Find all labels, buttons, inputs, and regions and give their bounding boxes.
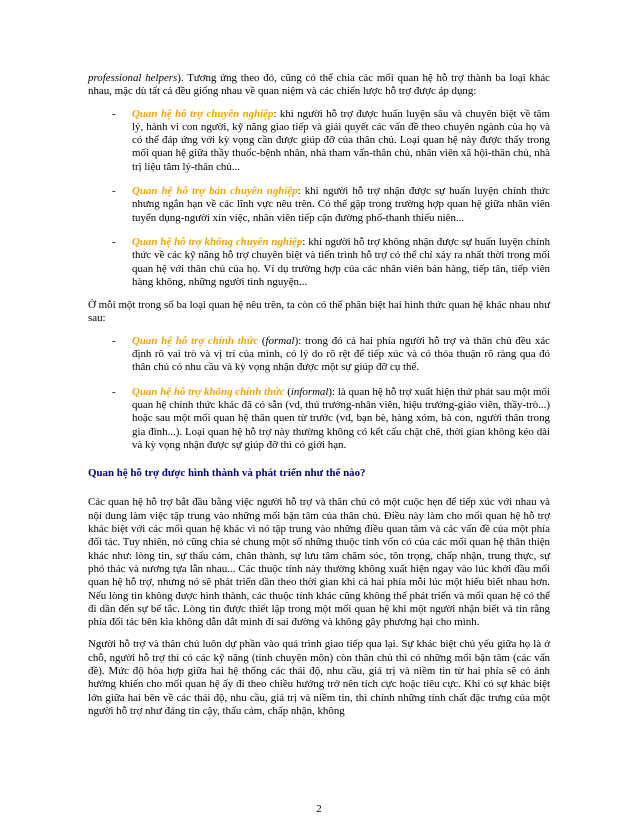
intro-text: ). Tương ứng theo đó, cũng có thể chia các mối quan hệ hỗ trợ thành ba loại khác nhau, mặc dù tất cả đều giống nhau về quan niệm và các chiến lược hỗ trợ được áp dụng: (88, 72, 550, 98)
list-dash: - (112, 235, 116, 248)
relationship-types-list (88, 108, 550, 290)
term-description: : khi người hỗ trợ không nhận được sự huấn luyện chính thức về các kỹ năng hỗ trợ chuyên biệt và tiến trình hỗ trợ có thể chỉ xảy ra nhất thời trong mối quan hệ với thân chủ của họ. Ví dụ trường hợp của các nhân viên bán hàng, tiếp tân, tiếp viên hàng không, những người tình nguyện... (132, 235, 551, 288)
list-dash: - (112, 334, 116, 347)
term-description: : khi người hỗ trợ được huấn luyện sâu và chuyên biệt về tâm lý, hành vi con người, kỹ năng giao tiếp và giải quyết các vấn đề theo chuyên ngành của họ và có thể đáp ứng với kỳ vọng cần được giúp đỡ của thân chủ. Loại quan hệ này được thấy trong mối quan hệ giữa thầy thuốc-bệnh nhân, nhà tham vấn-thân chủ, nhân viên xã hội-thân chủ, nhà trị liệu tâm lý-thân chủ... (132, 107, 550, 173)
term-description: ): trong đó cả hai phía người hỗ trợ và thân chủ đều xác định rõ vai trò và vị trí của mình, có lý do rõ rệt để tiếp xúc và có thỏa thuận rõ ràng qua đó thân chủ có nhu cầu và kỳ vọng nhận được một sự giúp đỡ cụ thể. (132, 334, 550, 374)
term-formal: Quan hệ hỗ trợ chính thức (132, 334, 259, 347)
term-non-professional: Quan hệ hỗ trợ không chuyên nghiệp (132, 235, 303, 248)
intro-italic-term: professional helpers (88, 72, 178, 84)
list-dash: - (112, 385, 116, 398)
term-semi-professional: Quan hệ hỗ trợ bán chuyên nghiệp (132, 185, 298, 198)
list-item (88, 108, 550, 174)
page-number: 2 (316, 803, 322, 815)
list-item (88, 386, 550, 452)
list-dash: - (112, 107, 116, 120)
term-english-formal: formal (265, 334, 295, 347)
term-informal: Quan hệ hỗ trợ không chính thức (132, 385, 285, 398)
list-item (88, 236, 550, 289)
relationship-forms-list (88, 335, 550, 452)
list-dash: - (112, 185, 116, 198)
paren-open: ( (284, 385, 291, 398)
term-description: ): là quan hệ hỗ trợ xuất hiện thứ phát sau một mối quan hệ chính thức khác đã có sẵn (vd, thủ trưởng-nhân viên, hiệu trưởng-giáo viên, thầy-trò...) hoặc sau một mối quan hệ thân quen từ trước (vd, bạn bè, hàng xóm, bà con, người thân trong gia đình...). Loại quan hệ hỗ trợ này thường không có kết cấu chặt chẽ, thời gian không kéo dài và kỳ vọng nhận được sự giúp đỡ thì có giới hạn. (132, 385, 550, 451)
page-content (88, 72, 550, 718)
body-paragraph: Các quan hệ hỗ trợ bắt đầu bằng việc người hỗ trợ và thân chủ có một cuộc hẹn để tiếp xúc với nhau và nội dung làm việc tập trung vào những mối bận tâm của thân chủ. Điều này làm cho mối quan hệ hỗ trợ khác biệt với các mối quan hệ khác vì nó tập trung vào những điều quan tâm và các vấn đề của một phía đối tác. Tuy nhiên, nó cũng chia sẻ chung một số những thuộc tính vốn có của các mối quan hệ thân thiện khác như: lòng tin, sự thấu cảm, chân thành, sự lưu tâm chăm sóc, tôn trọng, chấp nhận, trung thực, sự phó thác và nương tựa lẫn nhau... Các thuộc tính này thường không xuất hiện ngay vào lúc khởi đầu mối quan hệ hỗ trợ, nhưng nó sẽ phát triển dần theo thời gian khi cả hai phía mỗi lúc một hiểu biết nhau hơn. Nếu lòng tin không được hình thành, các thuộc tính khác cũng không thể phát triển và mối quan hệ có thể đi dần đến sự bế tắc. Lòng tin được thiết lập trong một mối quan hệ khi một người nhận biết và tin rằng phía đối tác bên kia không dẫn dắt mình đi sai đường và không gây phương hại cho mình. (88, 496, 550, 629)
paren-open: ( (258, 334, 266, 347)
list-item (88, 185, 550, 225)
forms-intro-paragraph: Ở mỗi một trong số ba loại quan hệ nêu trên, ta còn có thể phân biệt hai hình thức quan hệ khác nhau như sau: (88, 299, 550, 325)
term-description: : khi người hỗ trợ nhận được sự huấn luyện chính thức nhưng ngắn hạn về các lĩnh vực nêu trên. Có thể gặp trong trường hợp quan hệ giữa nhân viên tuyển dụng-người xin việc, nhân viên tiếp cận đường phố-thanh thiếu niên... (132, 185, 550, 224)
body-paragraph: Người hỗ trợ và thân chủ luôn dự phần vào quá trình giao tiếp qua lại. Sự khác biệt chủ yếu giữa họ là ở chỗ, người hỗ trợ thì có các kỹ năng (tính chuyên môn) còn thân chủ thì có những mối bận tâm (các vấn đề). Mức độ hòa hợp giữa hai hệ thống các thái độ, nhu cầu, giá trị và niềm tin từ hai phía sẽ có ảnh hưởng khiến cho mối quan hệ ấy đi theo chiều hướng trở nên tích cực hoặc tiêu cực. Khi có sự khác biệt lớn giữa hai bên về các thái độ, nhu cầu, giá trị và niềm tin, thì chính những tính chất đặc trưng của một người hỗ trợ như đáng tin cậy, thấu cảm, chấp nhận, không (88, 638, 550, 717)
section-heading: Quan hệ hỗ trợ được hình thành và phát triển như thế nào? (88, 467, 366, 480)
list-item (88, 335, 550, 375)
term-professional: Quan hệ hỗ trợ chuyên nghiệp (132, 107, 274, 120)
term-english-informal: informal (290, 385, 329, 398)
intro-paragraph (88, 72, 550, 99)
